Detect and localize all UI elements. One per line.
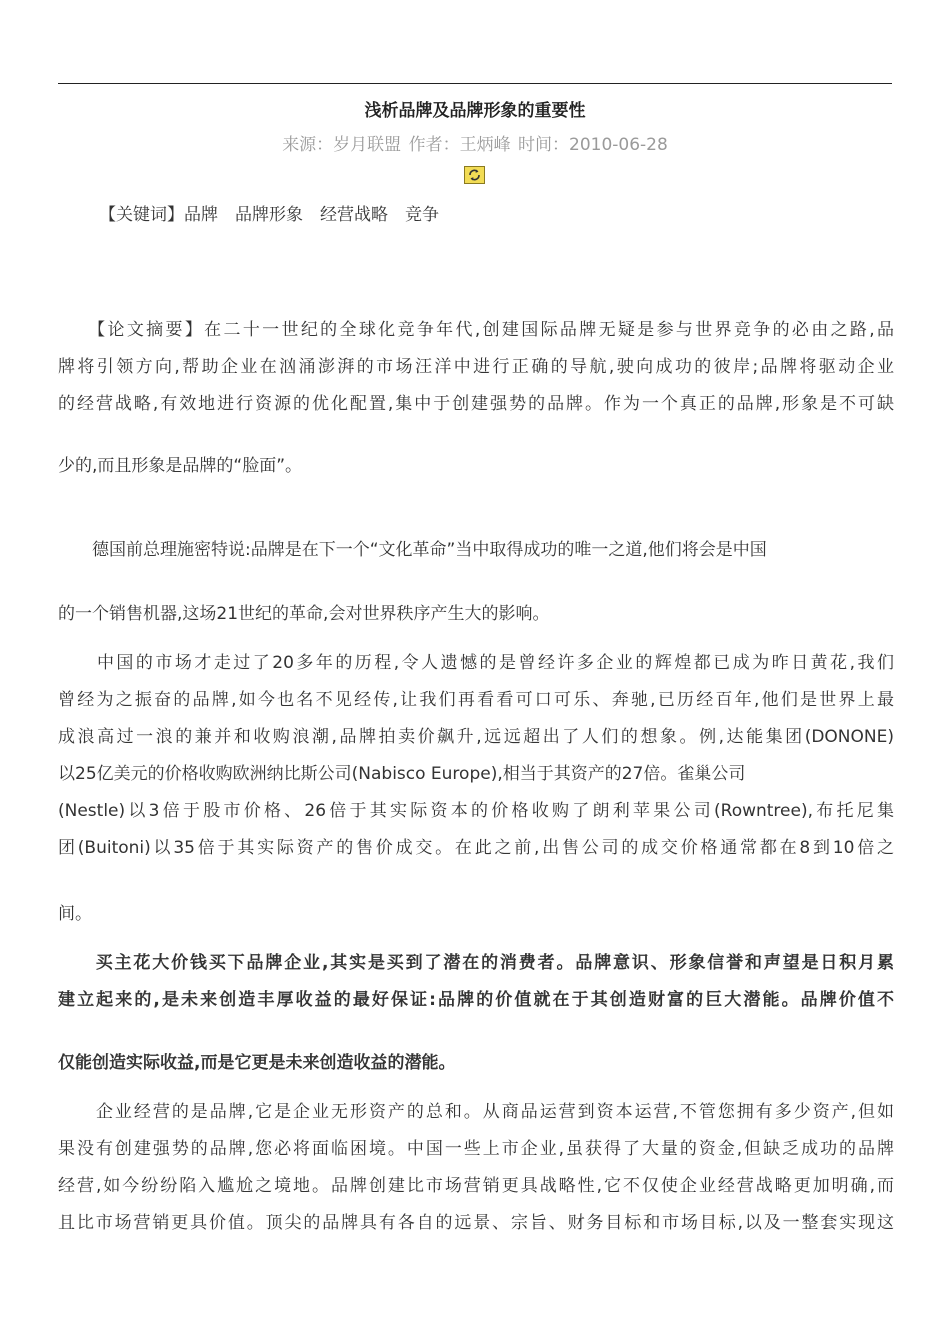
text-line: 曾经为之振奋的品牌,如今也名不见经传,让我们再看看可口可乐、奔驰,已历经百年,他们是世界上最 <box>58 690 894 710</box>
meta-time: 时间：2010-06-28 <box>518 135 668 155</box>
paragraph-market-history-tail <box>58 896 894 933</box>
paragraph-abstract-tail <box>58 448 894 485</box>
text-line: 企业经营的是品牌,它是企业无形资产的总和。从商品运营到资本运营,不管您拥有多少资产,但如 <box>58 1102 894 1122</box>
text-line: (Nestle)以3倍于股市价格、26倍于其实际资本的价格收购了朗利苹果公司(Rowntree),布托尼集 <box>58 801 894 821</box>
meta-author: 作者：王炳峰 <box>408 135 511 155</box>
text-line: 德国前总理施密特说:品牌是在下一个“文化革命”当中取得成功的唯一之道,他们将会是中国 <box>58 540 767 560</box>
text-line: 成浪高过一浪的兼并和收购浪潮,品牌拍卖价飙升,远远超出了人们的想象。例,达能集团(DONONE) <box>58 727 894 747</box>
text-line: 牌将引领方向,帮助企业在汹涌澎湃的市场汪洋中进行正确的导航,驶向成功的彼岸;品牌将驱动企业 <box>58 357 894 377</box>
text-line: 以25亿美元的价格收购欧洲纳比斯公司(Nabisco Europe),相当于其资产的27倍。雀巢公司 <box>58 764 746 784</box>
text-line: 经营,如今纷纷陷入尴尬之境地。品牌创建比市场营销更具战略性,它不仅使企业经营战略更加明确,而 <box>58 1176 894 1196</box>
text-line: 的经营战略,有效地进行资源的优化配置,集中于创建强势的品牌。作为一个真正的品牌,形象是不可缺 <box>58 394 894 414</box>
paragraph-brand-value-tail <box>58 1045 894 1082</box>
article-title: 浅析品牌及品牌形象的重要性 <box>364 101 586 121</box>
text-line: 【论文摘要】在二十一世纪的全球化竞争年代,创建国际品牌无疑是参与世界竞争的必由之路,品 <box>58 320 894 340</box>
text-line: 少的,而且形象是品牌的“脸面”。 <box>58 456 303 476</box>
header-rule <box>58 83 892 84</box>
text-line: 建立起来的,是未来创造丰厚收益的最好保证:品牌的价值就在于其创造财富的巨大潜能。品牌价值不 <box>58 990 894 1010</box>
text-line: 且比市场营销更具价值。顶尖的品牌具有各自的远景、宗旨、财务目标和市场目标,以及一整套实现这 <box>58 1213 894 1233</box>
text-line: 团(Buitoni)以35倍于其实际资产的售价成交。在此之前,出售公司的成交价格通常都在8到10倍之 <box>58 838 894 858</box>
paragraph-brand-operation <box>58 1094 894 1242</box>
paragraph-schmidt-tail <box>58 596 894 633</box>
text-line: 果没有创建强势的品牌,您必将面临困境。中国一些上市企业,虽获得了大量的资金,但缺乏成功的品牌 <box>58 1139 894 1159</box>
paragraph-schmidt <box>58 532 894 569</box>
meta-source: 来源：岁月联盟 <box>282 135 402 155</box>
text-line: 仅能创造实际收益,而是它更是未来创造收益的潜能。 <box>58 1053 456 1073</box>
article-meta <box>0 130 950 155</box>
text-line: 间。 <box>58 904 92 924</box>
paragraph-brand-value <box>58 945 894 1019</box>
text-line: 买主花大价钱买下品牌企业,其实是买到了潜在的消费者。品牌意识、形象信誉和声望是日积月累 <box>58 953 894 973</box>
paragraph-market-history <box>58 645 894 867</box>
text-line: 中国的市场才走过了20多年的历程,令人遗憾的是曾经许多企业的辉煌都已成为昨日黄花,我们 <box>58 653 894 673</box>
refresh-icon[interactable] <box>464 166 485 184</box>
paragraph-abstract <box>58 312 894 423</box>
text-line: 的一个销售机器,这场21世纪的革命,会对世界秩序产生大的影响。 <box>58 604 550 624</box>
keywords: 【关键词】品牌 品牌形象 经营战略 竞争 <box>99 205 439 225</box>
